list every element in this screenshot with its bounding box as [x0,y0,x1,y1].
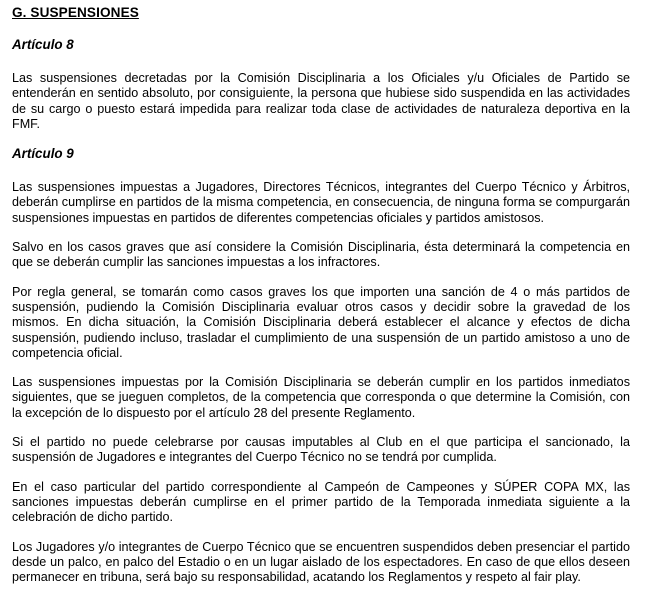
article-heading: Artículo 9 [12,146,74,162]
article-paragraph: Las suspensiones impuestas a Jugadores, Directores Técnicos, integrantes del Cuerpo Técnico y Árbitros, deberán cumplirse en partidos de la misma competencia, en consecuencia, de ninguna forma se compurgarán suspensiones impuestas en partidos de diferentes competencias oficiales y partidos amistosos. [12,180,630,225]
article-paragraph: Salvo en los casos graves que así considere la Comisión Disciplinaria, ésta determinará la competencia en que se deberán cumplir las sanciones impuestas a los infractores. [12,240,630,270]
article-9 [12,146,632,585]
article-paragraph: Las suspensiones decretadas por la Comisión Disciplinaria a los Oficiales y/u Oficiales de Partido se entenderán en sentido absoluto, por consiguiente, la persona que hubiese sido suspendida en las actividades de su cargo o puesto estará impedida para realizar toda clase de actividades de naturaleza deportiva en la FMF. [12,71,630,131]
document-page [12,4,632,599]
article-8 [12,37,632,132]
article-paragraph: Las suspensiones impuestas por la Comisión Disciplinaria se deberán cumplir en los partidos inmediatos siguientes, que se jueguen completos, de la competencia que corresponda o que determine la Comisión, con la excepción de lo dispuesto por el artículo 28 del presente Reglamento. [12,375,630,420]
article-paragraph: Si el partido no puede celebrarse por causas imputables al Club en el que participa el sancionado, la suspensión de Jugadores e integrantes del Cuerpo Técnico no se tendrá por cumplida. [12,435,630,465]
article-paragraph: Por regla general, se tomarán como casos graves los que importen una sanción de 4 o más partidos de suspensión, pudiendo la Comisión Disciplinaria evaluar otros casos y decidir sobre la gravedad de los mismos. En dicha situación, la Comisión Disciplinaria deberá establecer el alcance y efectos de dicha suspensión, pudiendo incluso, trasladar el cumplimiento de una suspensión de un partido amistoso a uno de competencia oficial. [12,284,630,360]
section-title: G. SUSPENSIONES [12,5,139,20]
article-paragraph: Los Jugadores y/o integrantes de Cuerpo Técnico que se encuentren suspendidos deben presenciar el partido desde un palco, en palco del Estadio o en un lugar aislado de los espectadores. En caso de que ellos deseen permanecer en tribuna, será bajo su responsabilidad, acatando los Reglamentos y respeto al fair play. [12,539,630,585]
article-heading: Artículo 8 [12,37,74,52]
article-paragraph: En el caso particular del partido correspondiente al Campeón de Campeones y SÚPER COPA MX, las sanciones impuestas deberán cumplirse en el primer partido de la Temporada inmediata siguiente a la celebración de dicho partido. [12,479,630,525]
